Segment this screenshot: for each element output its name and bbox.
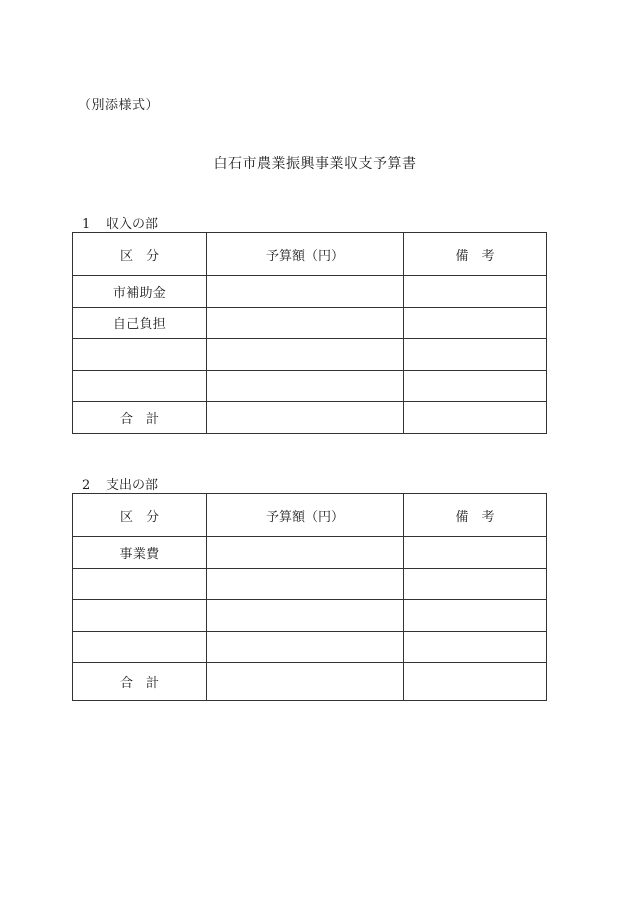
table-row: [73, 537, 547, 569]
expense-total-row: [73, 663, 547, 701]
income-amount-cell: [207, 276, 404, 308]
expense-note-cell: [404, 631, 547, 663]
income-total-note: [404, 402, 547, 434]
expense-note-cell: [404, 568, 547, 600]
expense-section-label: 支出の部: [106, 478, 159, 493]
income-item-cell: [73, 370, 207, 402]
expense-note-cell: [404, 600, 547, 632]
expense-item-cell: 事業費: [73, 537, 207, 569]
expense-section-number: 2: [82, 478, 91, 493]
expense-item-cell: [73, 631, 207, 663]
expense-header-category: 区 分: [73, 494, 207, 537]
expense-total-amount: [207, 663, 404, 701]
income-amount-cell: [207, 307, 404, 339]
expense-note-cell: [404, 537, 547, 569]
income-total-label: 合 計: [73, 402, 207, 434]
income-note-cell: [404, 276, 547, 308]
income-note-cell: [404, 307, 547, 339]
income-total-amount: [207, 402, 404, 434]
income-table: [72, 232, 547, 434]
table-row: [73, 307, 547, 339]
table-row: [73, 568, 547, 600]
income-item-cell: 自己負担: [73, 307, 207, 339]
income-header-amount: 予算額（円）: [207, 233, 404, 276]
income-amount-cell: [207, 370, 404, 402]
income-header-category: 区 分: [73, 233, 207, 276]
expense-header-row: [73, 494, 547, 537]
expense-amount-cell: [207, 568, 404, 600]
table-row: [73, 600, 547, 632]
table-row: [73, 276, 547, 308]
income-header-row: [73, 233, 547, 276]
income-item-cell: 市補助金: [73, 276, 207, 308]
table-row: [73, 631, 547, 663]
income-section-number: 1: [82, 217, 91, 232]
income-note-cell: [404, 370, 547, 402]
form-label: （別添様式）: [78, 98, 160, 113]
expense-item-cell: [73, 568, 207, 600]
expense-amount-cell: [207, 537, 404, 569]
expense-item-cell: [73, 600, 207, 632]
table-row: [73, 370, 547, 402]
expense-amount-cell: [207, 600, 404, 632]
income-amount-cell: [207, 339, 404, 371]
expense-section-heading: [82, 474, 158, 493]
income-header-note: 備 考: [404, 233, 547, 276]
document-title: 白石市農業振興事業収支予算書: [213, 156, 417, 172]
expense-header-note: 備 考: [404, 494, 547, 537]
income-total-row: [73, 402, 547, 434]
income-section-heading: [82, 213, 158, 232]
income-note-cell: [404, 339, 547, 371]
table-row: [73, 339, 547, 371]
expense-total-label: 合 計: [73, 663, 207, 701]
expense-table: [72, 493, 547, 701]
expense-amount-cell: [207, 631, 404, 663]
income-item-cell: [73, 339, 207, 371]
expense-total-note: [404, 663, 547, 701]
income-section-label: 収入の部: [106, 217, 159, 232]
expense-header-amount: 予算額（円）: [207, 494, 404, 537]
